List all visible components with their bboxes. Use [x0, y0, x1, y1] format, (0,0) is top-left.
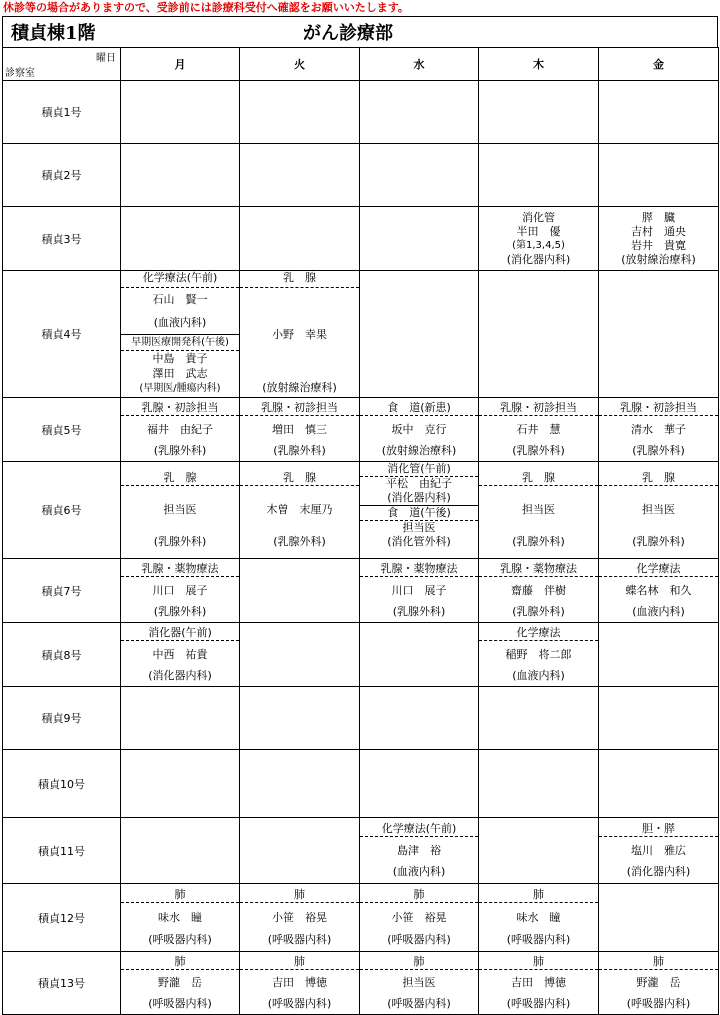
doctor-name: 吉田 博徳 — [272, 976, 327, 990]
doctor-name: 野瀧 岳 — [158, 976, 202, 990]
schedule-cell — [479, 559, 599, 623]
clinic-name: 食 道(新患) — [360, 401, 478, 416]
doctor-name: 担当医 — [163, 503, 197, 517]
department-name: (呼吸器内科) — [387, 996, 451, 1010]
day-mon: 月 — [121, 48, 240, 81]
department-name: (乳腺外科) — [392, 604, 446, 618]
empty-cell — [240, 623, 360, 687]
room-label: 積貞5号 — [3, 398, 121, 462]
schedule-cell — [240, 271, 360, 398]
schedule-cell — [240, 884, 360, 952]
clinic-name: 肺 — [360, 888, 478, 903]
clinic-name: 消化管(午前) — [360, 462, 478, 477]
clinic-name: 肺 — [479, 888, 598, 903]
doctor-name: 吉村 通央 — [631, 224, 686, 238]
schedule-cell — [479, 398, 599, 462]
clinic-name: 乳腺・薬物療法 — [360, 562, 478, 577]
schedule-cell — [360, 884, 479, 952]
clinic-name: 化学療法(午前) — [360, 822, 478, 837]
doctor-name: 半田 優 — [516, 224, 561, 238]
clinic-name: 乳 腺 — [121, 471, 239, 486]
empty-cell — [360, 623, 479, 687]
empty-cell — [360, 207, 479, 271]
clinic-name: 乳腺・初診担当 — [240, 401, 359, 416]
doctor-name: 小笹 裕晃 — [391, 911, 447, 924]
table-row — [3, 818, 719, 884]
department-name: (乳腺外科) — [512, 604, 565, 618]
table-row — [3, 952, 719, 1015]
empty-cell — [121, 81, 240, 144]
empty-cell — [599, 81, 719, 144]
schedule-cell — [240, 952, 360, 1015]
department-name: (呼吸器内科) — [267, 996, 332, 1010]
building-title: 積貞棟1階 — [11, 23, 96, 44]
empty-cell — [121, 207, 240, 271]
empty-cell — [479, 144, 599, 207]
clinic-name: 胆・膵 — [599, 822, 718, 837]
empty-cell — [360, 687, 479, 750]
department-name: (血液内科) — [512, 668, 565, 682]
empty-cell — [599, 271, 719, 398]
doctor-name: 小笹 裕晃 — [272, 911, 327, 924]
schedule-cell — [599, 207, 719, 271]
department-name: (乳腺外科) — [153, 535, 207, 549]
doctor-name: 小野 幸果 — [272, 327, 327, 341]
department-name: (呼吸器内科) — [387, 933, 451, 946]
day-fri: 金 — [599, 48, 719, 81]
department-name: (消化器内科) — [626, 865, 691, 879]
empty-cell — [479, 271, 599, 398]
clinic-name: 化学療法 — [479, 626, 598, 641]
empty-cell — [599, 144, 719, 207]
empty-cell — [240, 81, 360, 144]
empty-cell — [599, 687, 719, 750]
clinic-name: 肺 — [240, 955, 359, 970]
schedule-cell — [121, 952, 240, 1015]
room-label: 積貞13号 — [3, 952, 121, 1015]
clinic-name: 乳腺・薬物療法 — [121, 562, 239, 577]
doctor-name: 澤田 武志 — [152, 367, 208, 381]
empty-cell — [599, 884, 719, 952]
department-name: (放射線治療科) — [262, 381, 337, 394]
schedule-cell — [479, 462, 599, 559]
department-name: (乳腺外科) — [153, 604, 207, 618]
header-corner — [3, 48, 121, 81]
department-name: (乳腺外科) — [273, 443, 326, 457]
department-name: (放射線治療科) — [621, 252, 696, 266]
doctor-name: 木曽 末厘乃 — [266, 503, 333, 517]
room-label: 積貞12号 — [3, 884, 121, 952]
empty-cell — [240, 559, 360, 623]
schedule-cell — [121, 884, 240, 952]
schedule-cell — [479, 884, 599, 952]
schedule-cell — [240, 398, 360, 462]
clinic-name: 乳 腺 — [479, 471, 598, 486]
room-label: 積貞7号 — [3, 559, 121, 623]
department-name: (消化器内科) — [148, 668, 212, 682]
department-name: (呼吸器内科) — [506, 996, 571, 1010]
department-name: (乳腺外科) — [273, 535, 326, 549]
doctor-name: 石山 賢一 — [152, 292, 208, 306]
table-row — [3, 398, 719, 462]
day-wed: 水 — [360, 48, 479, 81]
department-name: (血液内科) — [392, 865, 446, 879]
room-label: 積貞1号 — [3, 81, 121, 144]
day-thu: 木 — [479, 48, 599, 81]
empty-cell — [479, 81, 599, 144]
clinic-name: 乳腺・初診担当 — [599, 401, 718, 416]
doctor-name: 担当医 — [402, 976, 436, 990]
doctor-name: 増田 慎三 — [272, 422, 327, 436]
schedule-cell — [240, 462, 360, 559]
table-row — [3, 207, 719, 271]
room-label: 積貞11号 — [3, 818, 121, 884]
schedule-cell — [479, 207, 599, 271]
room-label: 積貞9号 — [3, 687, 121, 750]
empty-cell — [240, 207, 360, 271]
doctor-name: 中西 祐貴 — [152, 647, 208, 661]
clinic-name: 乳腺・初診担当 — [121, 401, 239, 416]
empty-cell — [240, 750, 360, 818]
doctor-name: 吉田 博徳 — [511, 976, 566, 990]
empty-cell — [121, 818, 240, 884]
clinic-name: 乳 腺 — [240, 471, 359, 486]
doctor-name: 味水 瞳 — [158, 911, 202, 924]
table-row — [3, 750, 719, 818]
clinic-name: 膵 臓 — [642, 210, 675, 224]
schedule-cell — [599, 398, 719, 462]
empty-cell — [121, 750, 240, 818]
room-label: 積貞10号 — [3, 750, 121, 818]
empty-cell — [121, 687, 240, 750]
department-name: (呼吸器内科) — [148, 996, 212, 1010]
department-name: (乳腺外科) — [632, 535, 685, 549]
department-name: (呼吸器内科) — [267, 933, 332, 946]
department-name: (早期医/腫瘍内科) — [139, 383, 221, 395]
empty-cell — [240, 818, 360, 884]
schedule-cell — [121, 559, 240, 623]
doctor-name: 石井 慧 — [516, 422, 561, 436]
department-name: (血液内科) — [153, 315, 207, 329]
schedule-cell — [599, 818, 719, 884]
doctor-name: 福井 由紀子 — [147, 422, 213, 436]
title-bar — [2, 16, 718, 48]
empty-cell — [479, 750, 599, 818]
doctor-name: 齋藤 伴樹 — [511, 583, 566, 597]
department-name: (呼吸器内科) — [626, 996, 691, 1010]
clinic-name: 肺 — [599, 955, 718, 970]
empty-cell — [479, 818, 599, 884]
schedule-cell — [599, 559, 719, 623]
doctor-name: 清水 華子 — [631, 422, 686, 436]
room-label: 積貞8号 — [3, 623, 121, 687]
doctor-name: 川口 展子 — [391, 583, 447, 597]
empty-cell — [240, 687, 360, 750]
clinic-name: 乳腺・薬物療法 — [479, 562, 598, 577]
empty-cell — [360, 81, 479, 144]
department-name: (乳腺外科) — [512, 535, 565, 549]
room-header-label: 診察室 — [5, 68, 35, 79]
table-row — [3, 559, 719, 623]
schedule-cell — [360, 559, 479, 623]
table-row — [3, 687, 719, 750]
department-name: (乳腺外科) — [512, 443, 565, 457]
clinic-name: 肺 — [479, 955, 598, 970]
clinic-name: 乳腺・初診担当 — [479, 401, 598, 416]
doctor-name: 中島 貴子 — [152, 351, 208, 365]
schedule-cell — [599, 462, 719, 559]
doctor-name: 担当医 — [522, 503, 555, 517]
department-name: (呼吸器内科) — [148, 933, 212, 946]
empty-cell — [599, 750, 719, 818]
schedule-cell — [121, 462, 240, 559]
schedule-cell — [479, 623, 599, 687]
doctor-name: 島津 裕 — [397, 843, 441, 857]
doctor-name: 担当医 — [642, 503, 675, 517]
clinic-name: 肺 — [121, 955, 239, 970]
empty-cell — [360, 144, 479, 207]
department-title: がん診療部 — [303, 23, 393, 44]
doctor-name: 川口 展子 — [152, 583, 208, 597]
department-name: (消化器内科) — [506, 252, 571, 266]
table-row — [3, 462, 719, 559]
schedule-cell — [121, 623, 240, 687]
doctor-name: 蝶名林 和久 — [625, 583, 692, 597]
department-name: (乳腺外科) — [153, 443, 207, 457]
schedule-cell — [599, 952, 719, 1015]
empty-cell — [479, 687, 599, 750]
header-row — [3, 48, 719, 81]
schedule-table — [2, 47, 719, 1015]
table-row — [3, 623, 719, 687]
table-row — [3, 271, 719, 398]
clinic-name: 肺 — [360, 955, 478, 970]
clinic-name: 乳 腺 — [240, 271, 359, 288]
doctor-name: 味水 瞳 — [516, 911, 561, 924]
notice-text: 休診等の場合がありますので、受診前には診療科受付へ確認をお願いいたします。 — [3, 1, 409, 14]
empty-cell — [599, 623, 719, 687]
room-label: 積貞3号 — [3, 207, 121, 271]
clinic-name: 早期医療開発科(午後) — [121, 336, 239, 351]
doctor-name: 塩川 雅広 — [631, 843, 686, 857]
doctor-name: 坂中 克行 — [391, 422, 447, 436]
clinic-name: 消化器(午前) — [121, 626, 239, 641]
room-label: 積貞4号 — [3, 271, 121, 398]
clinic-name: 食 道(午後) — [360, 506, 478, 521]
day-tue: 火 — [240, 48, 360, 81]
schedule-cell — [121, 398, 240, 462]
department-name: (放射線治療科) — [381, 443, 457, 457]
clinic-name: 乳 腺 — [599, 471, 718, 486]
doctor-name: 野瀧 岳 — [636, 976, 681, 990]
clinic-name: 消化管 — [522, 210, 555, 224]
schedule-cell — [360, 952, 479, 1015]
department-name: (呼吸器内科) — [506, 933, 571, 946]
clinic-name: 肺 — [121, 888, 239, 903]
schedule-note: (第1,3,4,5) — [512, 239, 565, 251]
doctor-name: 稲野 将二郎 — [505, 647, 572, 661]
room-label: 積貞6号 — [3, 462, 121, 559]
doctor-name: 岩井 貴寛 — [631, 238, 686, 252]
department-name: (消化器内科) — [360, 491, 478, 506]
doctor-name: 担当医 — [402, 521, 436, 534]
schedule-cell — [360, 818, 479, 884]
department-name: (消化管外科) — [387, 535, 451, 548]
doctor-name: 平松 由紀子 — [386, 477, 452, 490]
empty-cell — [240, 144, 360, 207]
clinic-name: 肺 — [240, 888, 359, 903]
schedule-cell — [360, 462, 479, 559]
schedule-cell — [360, 398, 479, 462]
empty-cell — [360, 750, 479, 818]
table-row — [3, 884, 719, 952]
schedule-cell — [121, 271, 240, 398]
clinic-name: 化学療法(午前) — [121, 271, 239, 288]
clinic-name: 化学療法 — [599, 562, 718, 577]
room-label: 積貞2号 — [3, 144, 121, 207]
table-row — [3, 81, 719, 144]
empty-cell — [121, 144, 240, 207]
empty-cell — [360, 271, 479, 398]
department-name: (血液内科) — [632, 604, 685, 618]
department-name: (乳腺外科) — [632, 443, 685, 457]
schedule-cell — [479, 952, 599, 1015]
weekday-header-label: 曜日 — [96, 53, 116, 64]
table-row — [3, 144, 719, 207]
